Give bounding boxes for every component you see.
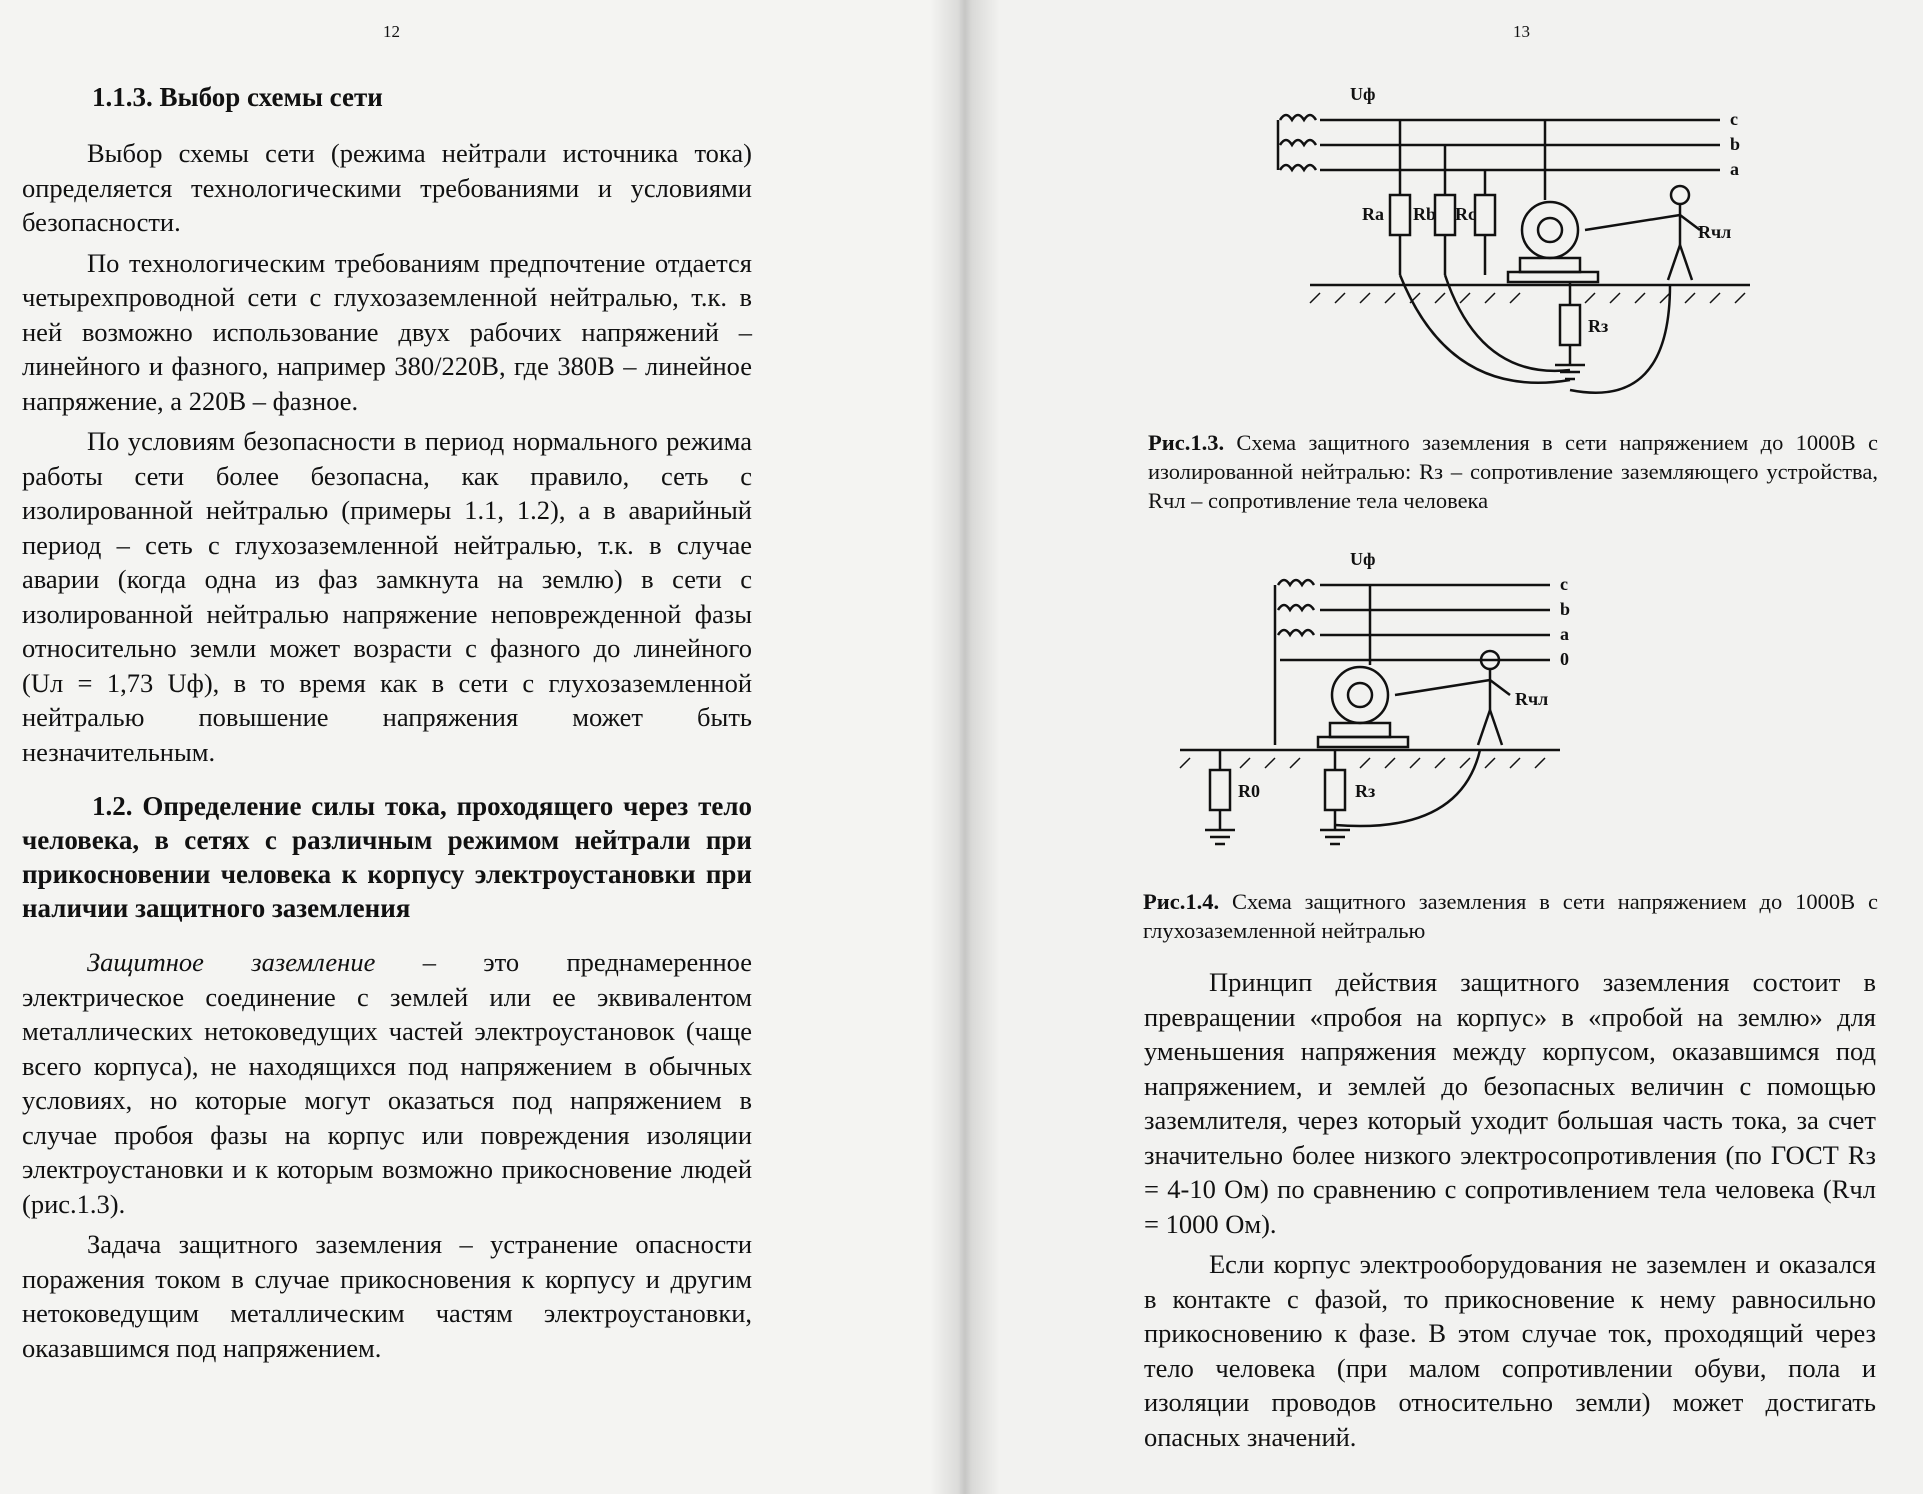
left-text-column [22,80,752,1371]
label-ra: Ra [1362,204,1384,224]
label-zero: 0 [1560,649,1569,669]
label-b: b [1730,134,1741,154]
paragraph: Выбор схемы сети (режима нейтрали источника тока) определяется технологическими требованиями и условиями безопасности. [22,138,752,237]
definition-paragraph [22,945,752,1221]
paragraph: Если корпус электрооборудования не заземлен и оказался в контакте с фазой, то прикосновение к нему равносильно прикосновению к фазе. В этом случае ток, проходящий через тело человека (при малом сопротивлении обуви, пола и изоляции проводов относительно земли) может достигать опасных значений. [1144,1249,1876,1452]
page-number-right: 13 [1513,22,1530,41]
label-rchl: Rчл [1515,689,1549,709]
paragraph: По условиям безопасности в период нормального режима работы сети более безопасна, как правило, сеть с изолированной нейтралью (примеры 1.1, 1.2), а в аварийный период – сеть с глухозаземленной нейтралью, т.к. в случае аварии (когда одна из фаз замкнута на землю) в сети с изолированной нейтралью напряжение неповрежденной фазы относительно земли может возрасти с фазного до линейного (Uл = 1,73 Uф), в то время как в сети с глухозаземленной нейтралью повышение напряжения может быть незначительным. [22,426,752,767]
label-a: a [1560,624,1569,644]
label-rchl: Rчл [1698,222,1732,242]
paragraph: Принцип действия защитного заземления состоит в превращении «пробоя на корпус» в «пробой на землю» для уменьшения напряжения между корпусом, оказавшимся под напряжением, и землей до безопасных величин с помощью заземлителя, через который уходит большая часть тока, за счет значительно более низкого электросопротивления (по ГОСТ Rз = 4-10 Ом) по сравнению с сопротивлением тела человека (Rчл = 1000 Ом). [1144,967,1876,1239]
caption-label: Рис.1.4. [1143,889,1220,914]
label-rz: Rз [1588,316,1609,336]
figure-1-4-caption [1143,887,1878,945]
label-rb: Rb [1413,204,1437,224]
paragraph: По технологическим требованиям предпочтение отдается четырехпроводной сети с глухозаземленной нейтралью, т.к. в ней возможно использование двух рабочих напряжений – линейного и фазного, например 380/220В, где 380В – линейное напряжение, а 220В – фазное. [22,247,752,416]
label-a: a [1730,159,1739,179]
label-b: b [1560,599,1571,619]
label-uf: Uф [1350,549,1376,569]
label-rz: Rз [1355,781,1376,801]
caption-text: Схема защитного заземления в сети напряжением до 1000В с глухозаземленной нейтралью [1143,889,1878,943]
label-r0: R0 [1238,781,1260,801]
label-c: c [1560,574,1568,594]
figure-1-3-diagram [1250,80,1810,420]
figure-1-4-diagram [1160,545,1720,865]
caption-text: Схема защитного заземления в сети напряжением до 1000В с изолированной нейтралью: Rз – сопротивление заземляющего устройства, Rчл – сопротивление тела человека [1148,430,1878,513]
paragraph: Задача защитного заземления – устранение опасности поражения током в случае прикосновения к корпусу и другим нетоковедущим металлическим частям электроустановки, оказавшимся под напряжением. [22,1229,752,1363]
page-number-left: 12 [383,22,400,41]
book-gutter-shadow [930,0,1000,1494]
label-uf: Uф [1350,84,1376,104]
left-page [0,0,960,1494]
figure-1-3-caption [1148,428,1878,515]
definition-text: – это преднамеренное электрическое соединение с землей или ее эквивалентом металлических нетоковедущих частей электроустановок (чаще всего корпуса), не находящихся под напряжением в обычных условиях, но которые могут оказаться под напряжением в случае пробоя фазы на корпус или повреждения изоляции электроустановки и к которым возможно прикосновение людей (рис.1.3). [22,947,752,1219]
caption-label: Рис.1.3. [1148,430,1225,455]
label-c: c [1730,109,1738,129]
label-rc: Rc [1455,204,1476,224]
section-heading-1-2: 1.2. Определение силы тока, проходящего через тело человека, в сетях с различным режимом нейтрали при прикосновении человека к корпусу электроустановки при наличии защитного заземления [22,791,752,923]
right-text-column [1144,965,1876,1460]
definition-term: Защитное заземление [87,947,376,977]
section-heading-1-1-3: 1.1.3. Выбор схемы сети [92,82,383,112]
